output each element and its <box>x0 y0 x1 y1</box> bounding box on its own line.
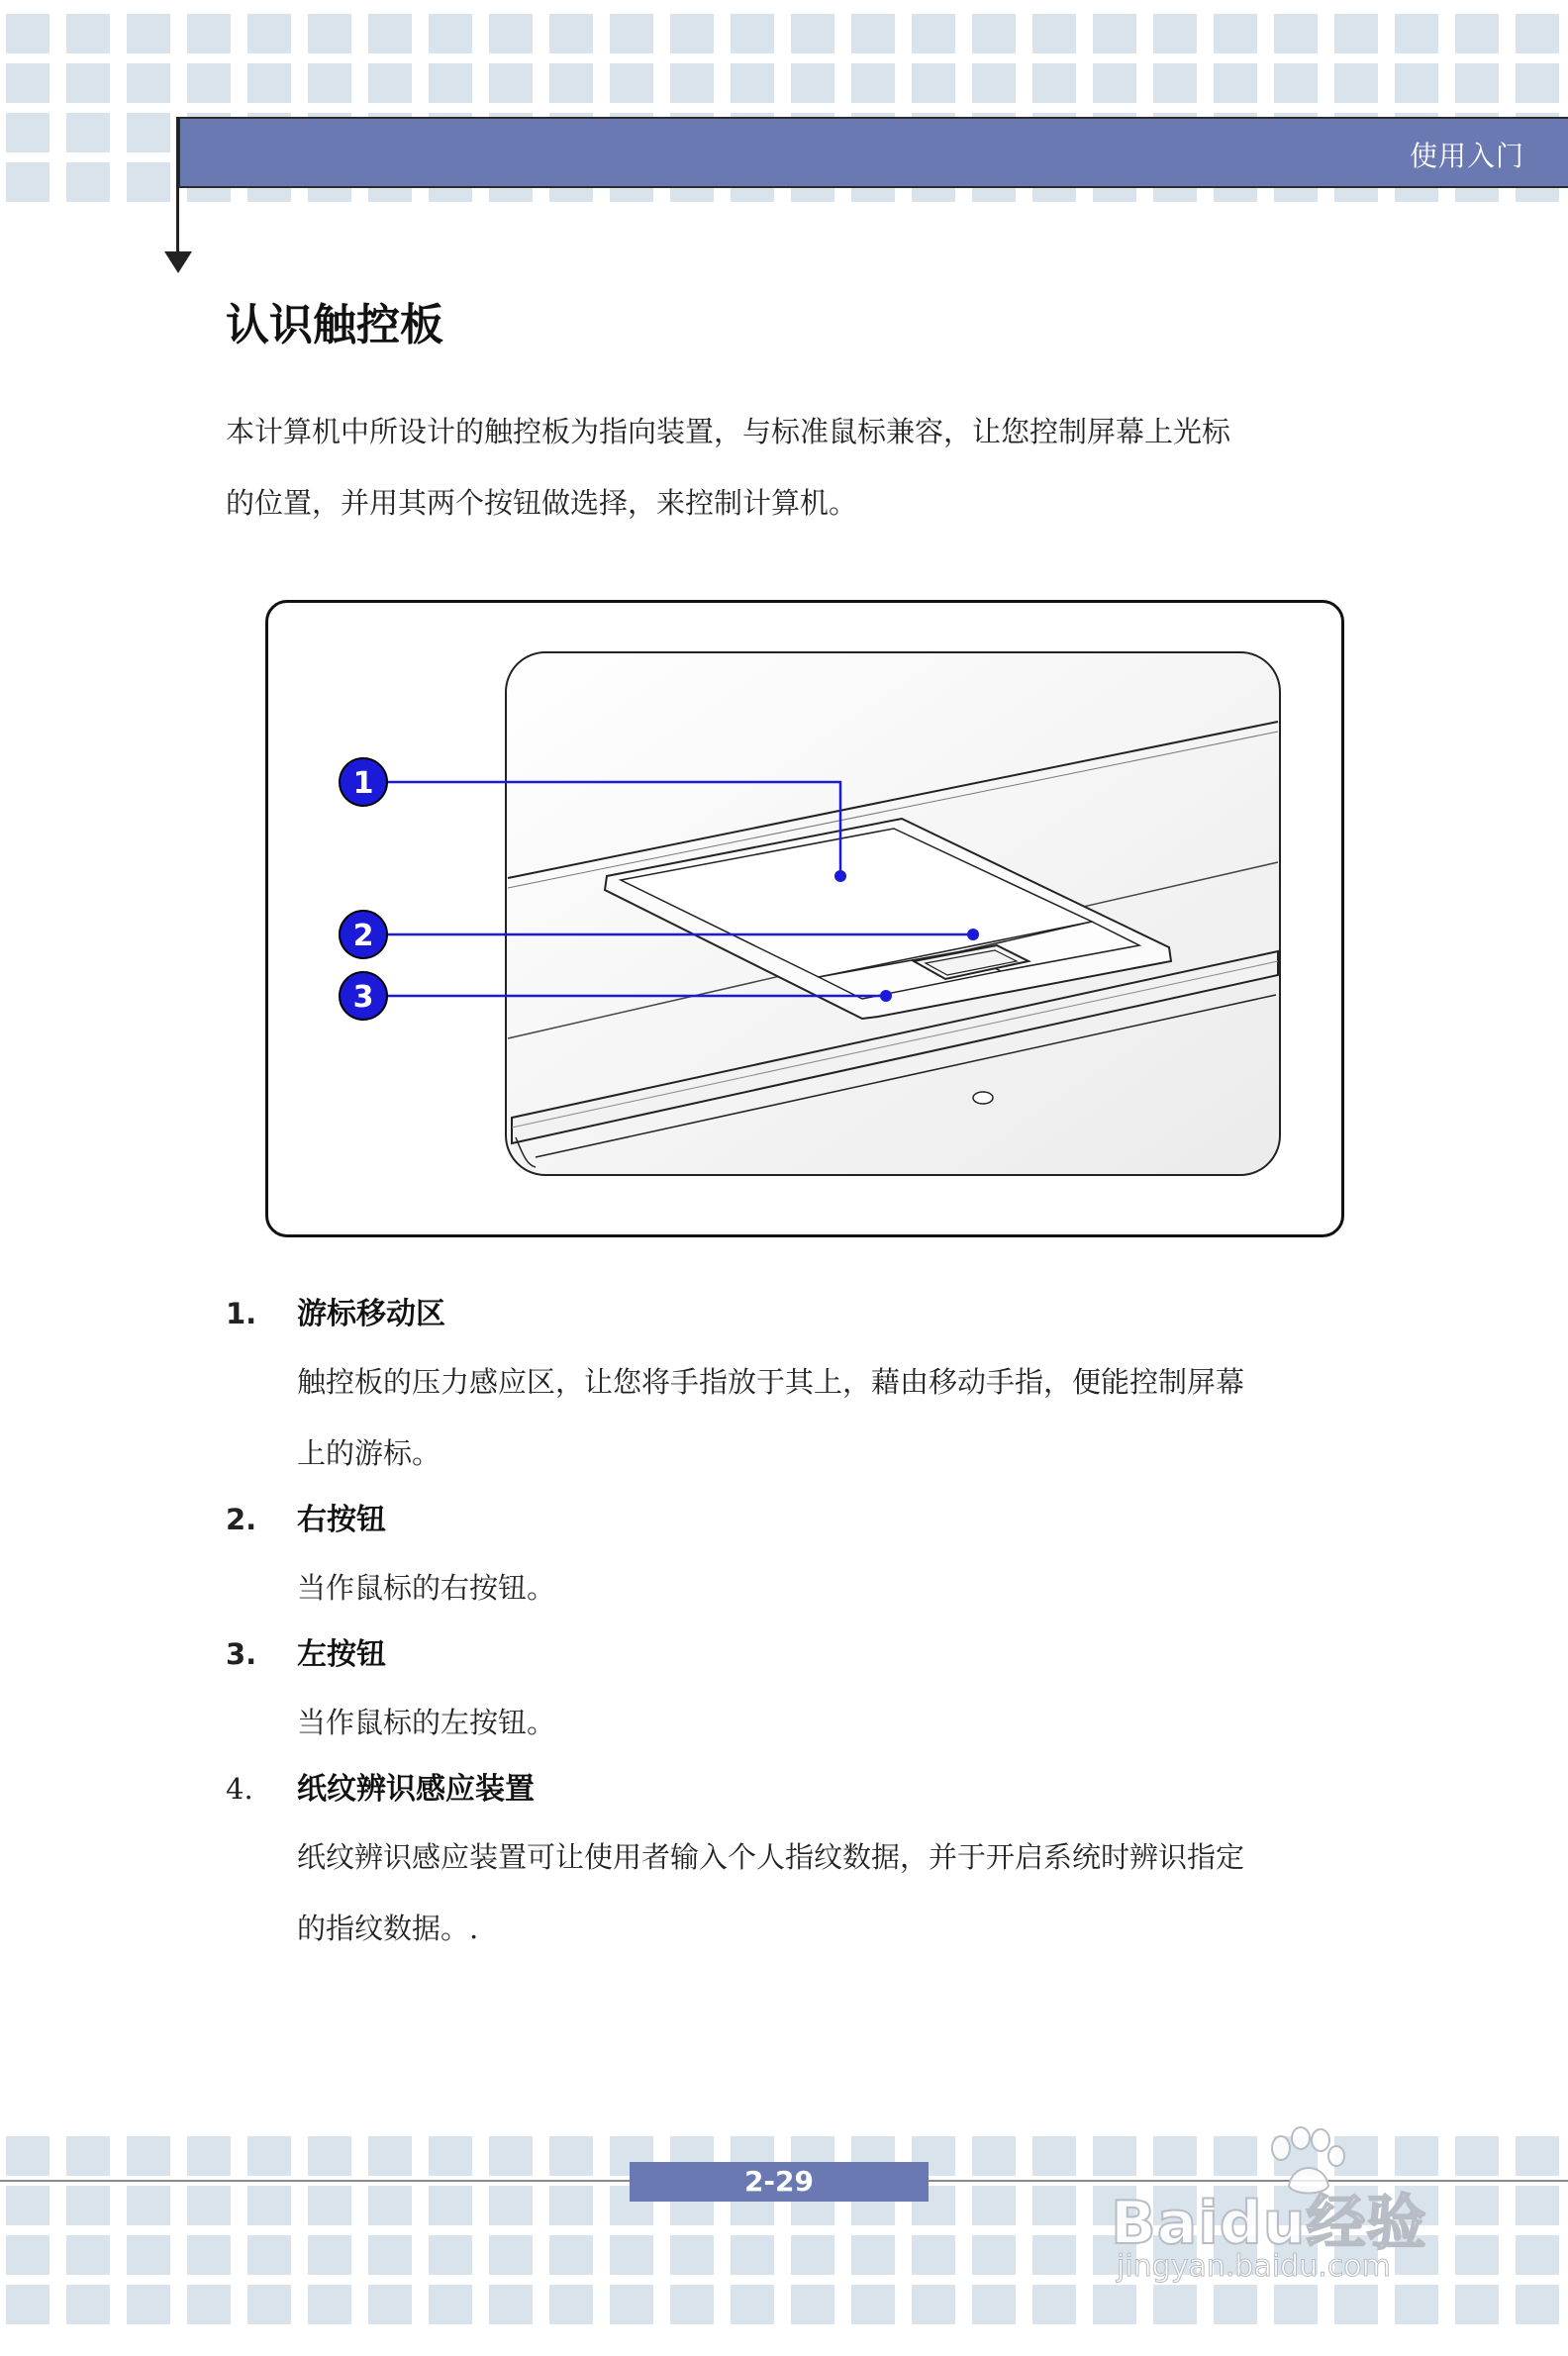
section-title: 使用入门 <box>1409 140 1524 172</box>
grid-cell <box>429 2235 472 2275</box>
grid-cell <box>1093 63 1136 103</box>
grid-cell <box>972 14 1016 53</box>
grid-cell <box>429 14 472 53</box>
grid-cell <box>308 2136 351 2176</box>
grid-cell <box>66 2136 110 2176</box>
grid-cell <box>187 63 231 103</box>
item-description <box>297 1346 1354 1489</box>
grid-cell <box>791 14 834 53</box>
grid-cell <box>127 14 170 53</box>
grid-cell <box>670 2235 714 2275</box>
grid-cell <box>489 2186 533 2225</box>
grid-cell <box>670 63 714 103</box>
grid-cell <box>1153 14 1197 53</box>
grid-cell <box>247 63 291 103</box>
grid-cell <box>610 2285 653 2324</box>
grid-cell <box>127 2235 170 2275</box>
grid-cell <box>972 63 1016 103</box>
list-item <box>226 1764 1354 1964</box>
grid-cell <box>972 2285 1016 2324</box>
grid-cell <box>1093 14 1136 53</box>
touchpad-figure <box>265 600 1344 1237</box>
grid-cell <box>1032 2186 1076 2225</box>
callout-badge-3 <box>340 972 387 1020</box>
svg-text:3: 3 <box>352 980 374 1015</box>
item-description-line: 当作鼠标的右按钮。 <box>297 1571 556 1605</box>
grid-cell <box>66 2235 110 2275</box>
grid-cell <box>368 2235 412 2275</box>
grid-cell <box>549 63 593 103</box>
grid-cell <box>972 2186 1016 2225</box>
item-number: 2. <box>226 1503 257 1536</box>
grid-cell <box>429 63 472 103</box>
item-number: 4. <box>226 1772 253 1806</box>
grid-cell <box>247 14 291 53</box>
grid-cell <box>731 63 774 103</box>
grid-cell <box>549 2136 593 2176</box>
header-marker-line <box>176 117 179 255</box>
grid-cell <box>610 14 653 53</box>
item-description-line: 触控板的压力感应区，让您将手指放于其上，藉由移动手指，便能控制屏幕 <box>297 1365 1245 1399</box>
callout-dot-1 <box>834 870 846 882</box>
grid-cell <box>1032 2235 1076 2275</box>
grid-cell <box>66 113 110 152</box>
grid-cell <box>1455 14 1499 53</box>
grid-cell <box>1032 14 1076 53</box>
grid-cell <box>1455 63 1499 103</box>
grid-cell <box>1395 63 1438 103</box>
grid-cell <box>912 2285 955 2324</box>
section-header-bar <box>178 117 1568 188</box>
callout-badge-1 <box>340 758 387 806</box>
grid-cell <box>1032 2136 1076 2176</box>
grid-cell <box>1032 63 1076 103</box>
grid-cell <box>6 162 49 202</box>
grid-cell <box>368 2136 412 2176</box>
grid-cell <box>489 63 533 103</box>
grid-cell <box>187 14 231 53</box>
grid-cell <box>489 2285 533 2324</box>
grid-cell <box>308 63 351 103</box>
grid-cell <box>368 63 412 103</box>
grid-cell <box>1274 14 1318 53</box>
item-number: 3. <box>226 1637 257 1671</box>
grid-cell <box>851 63 895 103</box>
grid-cell <box>6 113 49 152</box>
grid-cell <box>308 2235 351 2275</box>
grid-cell <box>1214 63 1257 103</box>
item-description <box>297 1552 1354 1623</box>
grid-cell <box>368 14 412 53</box>
grid-cell <box>1334 14 1378 53</box>
watermark-brand: Baidu经验 <box>1111 2189 1427 2258</box>
list-item <box>226 1629 1354 1758</box>
grid-cell <box>489 2136 533 2176</box>
grid-cell <box>308 14 351 53</box>
grid-cell <box>731 2235 774 2275</box>
item-description <box>297 1687 1354 1758</box>
grid-cell <box>549 14 593 53</box>
grid-cell <box>6 2235 49 2275</box>
grid-cell <box>1334 63 1378 103</box>
grid-cell <box>308 2285 351 2324</box>
latch <box>973 1092 993 1104</box>
grid-cell <box>429 2285 472 2324</box>
grid-cell <box>308 2186 351 2225</box>
grid-cell <box>247 2235 291 2275</box>
grid-cell <box>66 162 110 202</box>
down-arrow-icon <box>164 251 192 273</box>
grid-cell <box>127 113 170 152</box>
grid-cell <box>187 2136 231 2176</box>
svg-text:1: 1 <box>352 766 374 801</box>
grid-cell <box>187 2186 231 2225</box>
item-description-line: 的指纹数据。. <box>297 1912 479 1945</box>
grid-cell <box>1516 14 1559 53</box>
grid-cell <box>851 14 895 53</box>
grid-cell <box>127 63 170 103</box>
item-title: 左按钮 <box>297 1637 386 1672</box>
grid-cell <box>247 2136 291 2176</box>
grid-cell <box>1214 14 1257 53</box>
grid-cell <box>127 2186 170 2225</box>
grid-cell <box>6 2285 49 2324</box>
grid-cell <box>670 14 714 53</box>
grid-cell <box>429 2136 472 2176</box>
grid-cell <box>972 2235 1016 2275</box>
grid-cell <box>731 14 774 53</box>
feature-list <box>226 1289 1354 1970</box>
grid-cell <box>368 2186 412 2225</box>
grid-cell <box>127 2285 170 2324</box>
grid-cell <box>851 2235 895 2275</box>
grid-cell <box>66 63 110 103</box>
grid-cell <box>549 2285 593 2324</box>
grid-cell <box>1516 2186 1559 2225</box>
grid-cell <box>912 14 955 53</box>
touchpad-illustration <box>268 603 1341 1234</box>
grid-cell <box>66 2186 110 2225</box>
item-description-line: 纸纹辨识感应装置可让使用者输入个人指纹数据，并于开启系统时辨识指定 <box>297 1840 1245 1874</box>
grid-cell <box>1032 2285 1076 2324</box>
grid-cell <box>1274 63 1318 103</box>
grid-cell <box>610 2235 653 2275</box>
grid-cell <box>1516 2285 1559 2324</box>
grid-cell <box>429 2186 472 2225</box>
grid-cell <box>6 2136 49 2176</box>
callout-dot-2 <box>967 929 979 940</box>
grid-cell <box>610 63 653 103</box>
grid-cell <box>549 2235 593 2275</box>
grid-cell <box>1516 2136 1559 2176</box>
page-number: 2-29 <box>630 2162 929 2202</box>
list-item <box>226 1289 1354 1489</box>
grid-cell <box>912 63 955 103</box>
item-title: 游标移动区 <box>297 1297 445 1331</box>
grid-cell <box>368 2285 412 2324</box>
item-title: 纸纹辨识感应装置 <box>297 1772 535 1807</box>
list-item <box>226 1495 1354 1623</box>
intro-paragraph <box>226 396 1344 539</box>
grid-cell <box>66 14 110 53</box>
grid-cell <box>127 162 170 202</box>
grid-cell <box>972 2136 1016 2176</box>
svg-text:2: 2 <box>352 919 374 953</box>
grid-cell <box>6 14 49 53</box>
grid-cell <box>247 2186 291 2225</box>
grid-cell <box>791 2285 834 2324</box>
page-title: 认识触控板 <box>226 300 443 350</box>
item-title: 右按钮 <box>297 1503 386 1537</box>
grid-cell <box>670 2285 714 2324</box>
item-description-line: 当作鼠标的左按钮。 <box>297 1706 556 1739</box>
grid-cell <box>1153 63 1197 103</box>
item-description-line: 上的游标。 <box>297 1436 441 1470</box>
watermark <box>1111 2126 1487 2295</box>
grid-cell <box>1516 2235 1559 2275</box>
grid-cell <box>851 2285 895 2324</box>
item-number: 1. <box>226 1297 257 1330</box>
grid-cell <box>187 2285 231 2324</box>
grid-cell <box>247 2285 291 2324</box>
grid-cell <box>6 2186 49 2225</box>
grid-cell <box>1516 63 1559 103</box>
grid-cell <box>489 2235 533 2275</box>
grid-cell <box>791 63 834 103</box>
grid-cell <box>489 14 533 53</box>
intro-line: 的位置，并用其两个按钮做选择，来控制计算机。 <box>226 486 858 520</box>
item-description <box>297 1821 1354 1964</box>
watermark-url: jingyan.baidu.com <box>1117 2249 1391 2284</box>
grid-cell <box>549 2186 593 2225</box>
grid-cell <box>912 2235 955 2275</box>
callout-badge-2 <box>340 911 387 958</box>
grid-cell <box>127 2136 170 2176</box>
intro-line: 本计算机中所设计的触控板为指向装置，与标准鼠标兼容，让您控制屏幕上光标 <box>226 415 1231 448</box>
callout-dot-3 <box>880 990 892 1002</box>
grid-cell <box>1395 14 1438 53</box>
grid-cell <box>6 63 49 103</box>
grid-cell <box>187 2235 231 2275</box>
grid-cell <box>791 2235 834 2275</box>
grid-cell <box>66 2285 110 2324</box>
grid-cell <box>731 2285 774 2324</box>
